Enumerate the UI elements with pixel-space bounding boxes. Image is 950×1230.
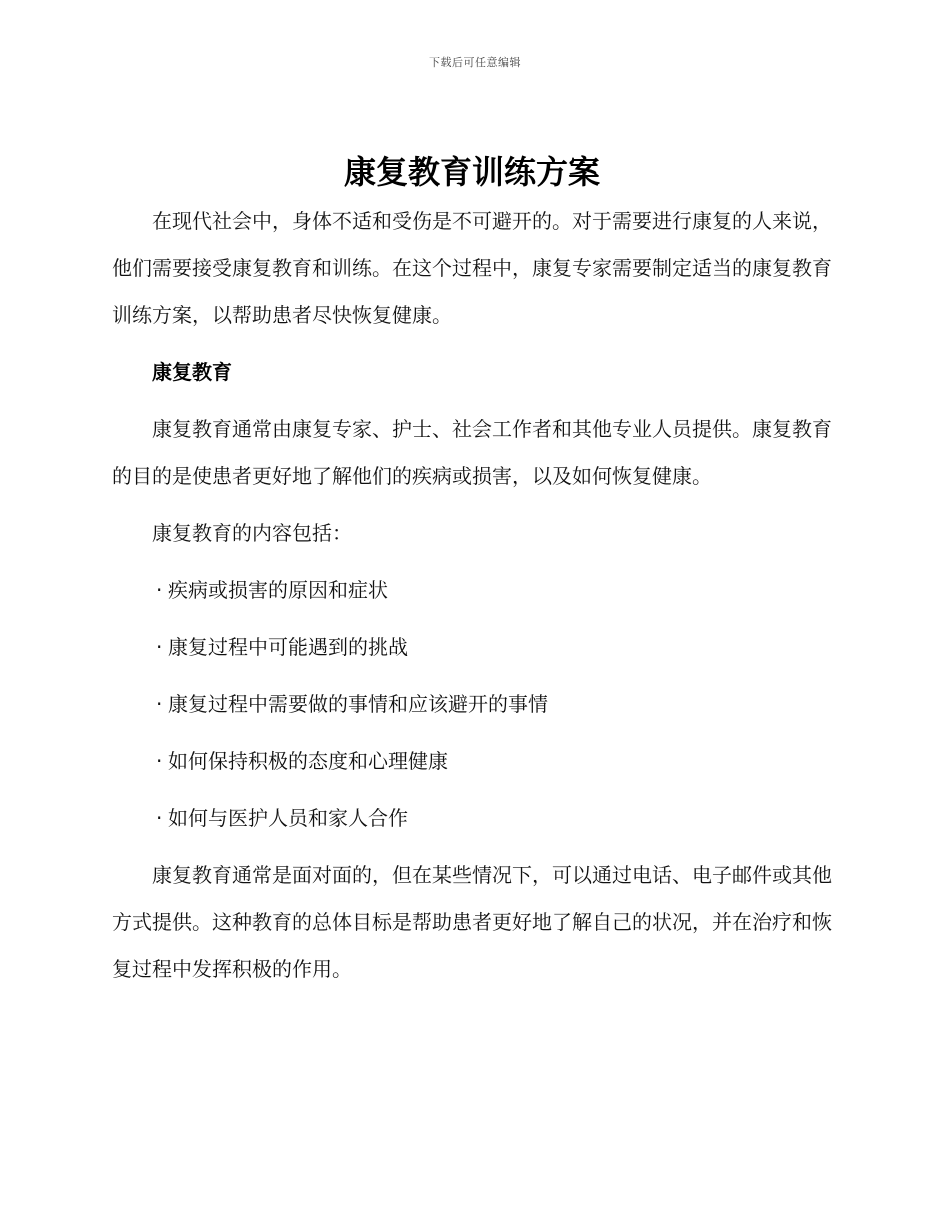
list-item-text: 疾病或损害的原因和症状 (168, 578, 388, 602)
document-title: 康复教育训练方案 (343, 153, 600, 191)
list-item (112, 567, 832, 614)
intro-paragraph: 在现代社会中，身体不适和受伤是不可避开的。对于需要进行康复的人来说，他们需要接受康复教育和训练。在这个过程中，康复专家需要制定适当的康复教育训练方案，以帮助患者尽快恢复健康。 (112, 209, 832, 327)
bullet-icon: · (156, 578, 163, 602)
bullet-icon: · (156, 692, 163, 716)
list-item-text: 如何保持积极的态度和心理健康 (168, 749, 448, 773)
bullet-icon: · (156, 635, 163, 659)
closing-paragraph: 康复教育通常是面对面的，但在某些情况下，可以通过电话、电子邮件或其他方式提供。这种教育的总体目标是帮助患者更好地了解自己的状况，并在治疗和恢复过程中发挥积极的作用。 (112, 863, 832, 981)
section-paragraph: 康复教育通常由康复专家、护士、社会工作者和其他专业人员提供。康复教育的目的是使患者更好地了解他们的疾病或损害，以及如何恢复健康。 (112, 417, 832, 488)
header-note: 下载后可任意编辑 (429, 56, 521, 69)
list-item-text: 康复过程中需要做的事情和应该避开的事情 (168, 692, 548, 716)
list-item-text: 康复过程中可能遇到的挑战 (168, 635, 408, 659)
list-item (112, 681, 832, 728)
bullet-icon: · (156, 806, 163, 830)
list-item (112, 795, 832, 842)
list-item-text: 如何与医护人员和家人合作 (168, 806, 408, 830)
list-intro: 康复教育的内容包括： (152, 521, 352, 545)
list-item (112, 624, 832, 671)
document-body (112, 150, 832, 993)
list-item (112, 738, 832, 785)
content-list (112, 567, 832, 842)
bullet-icon: · (156, 749, 163, 773)
section-heading: 康复教育 (152, 360, 232, 384)
